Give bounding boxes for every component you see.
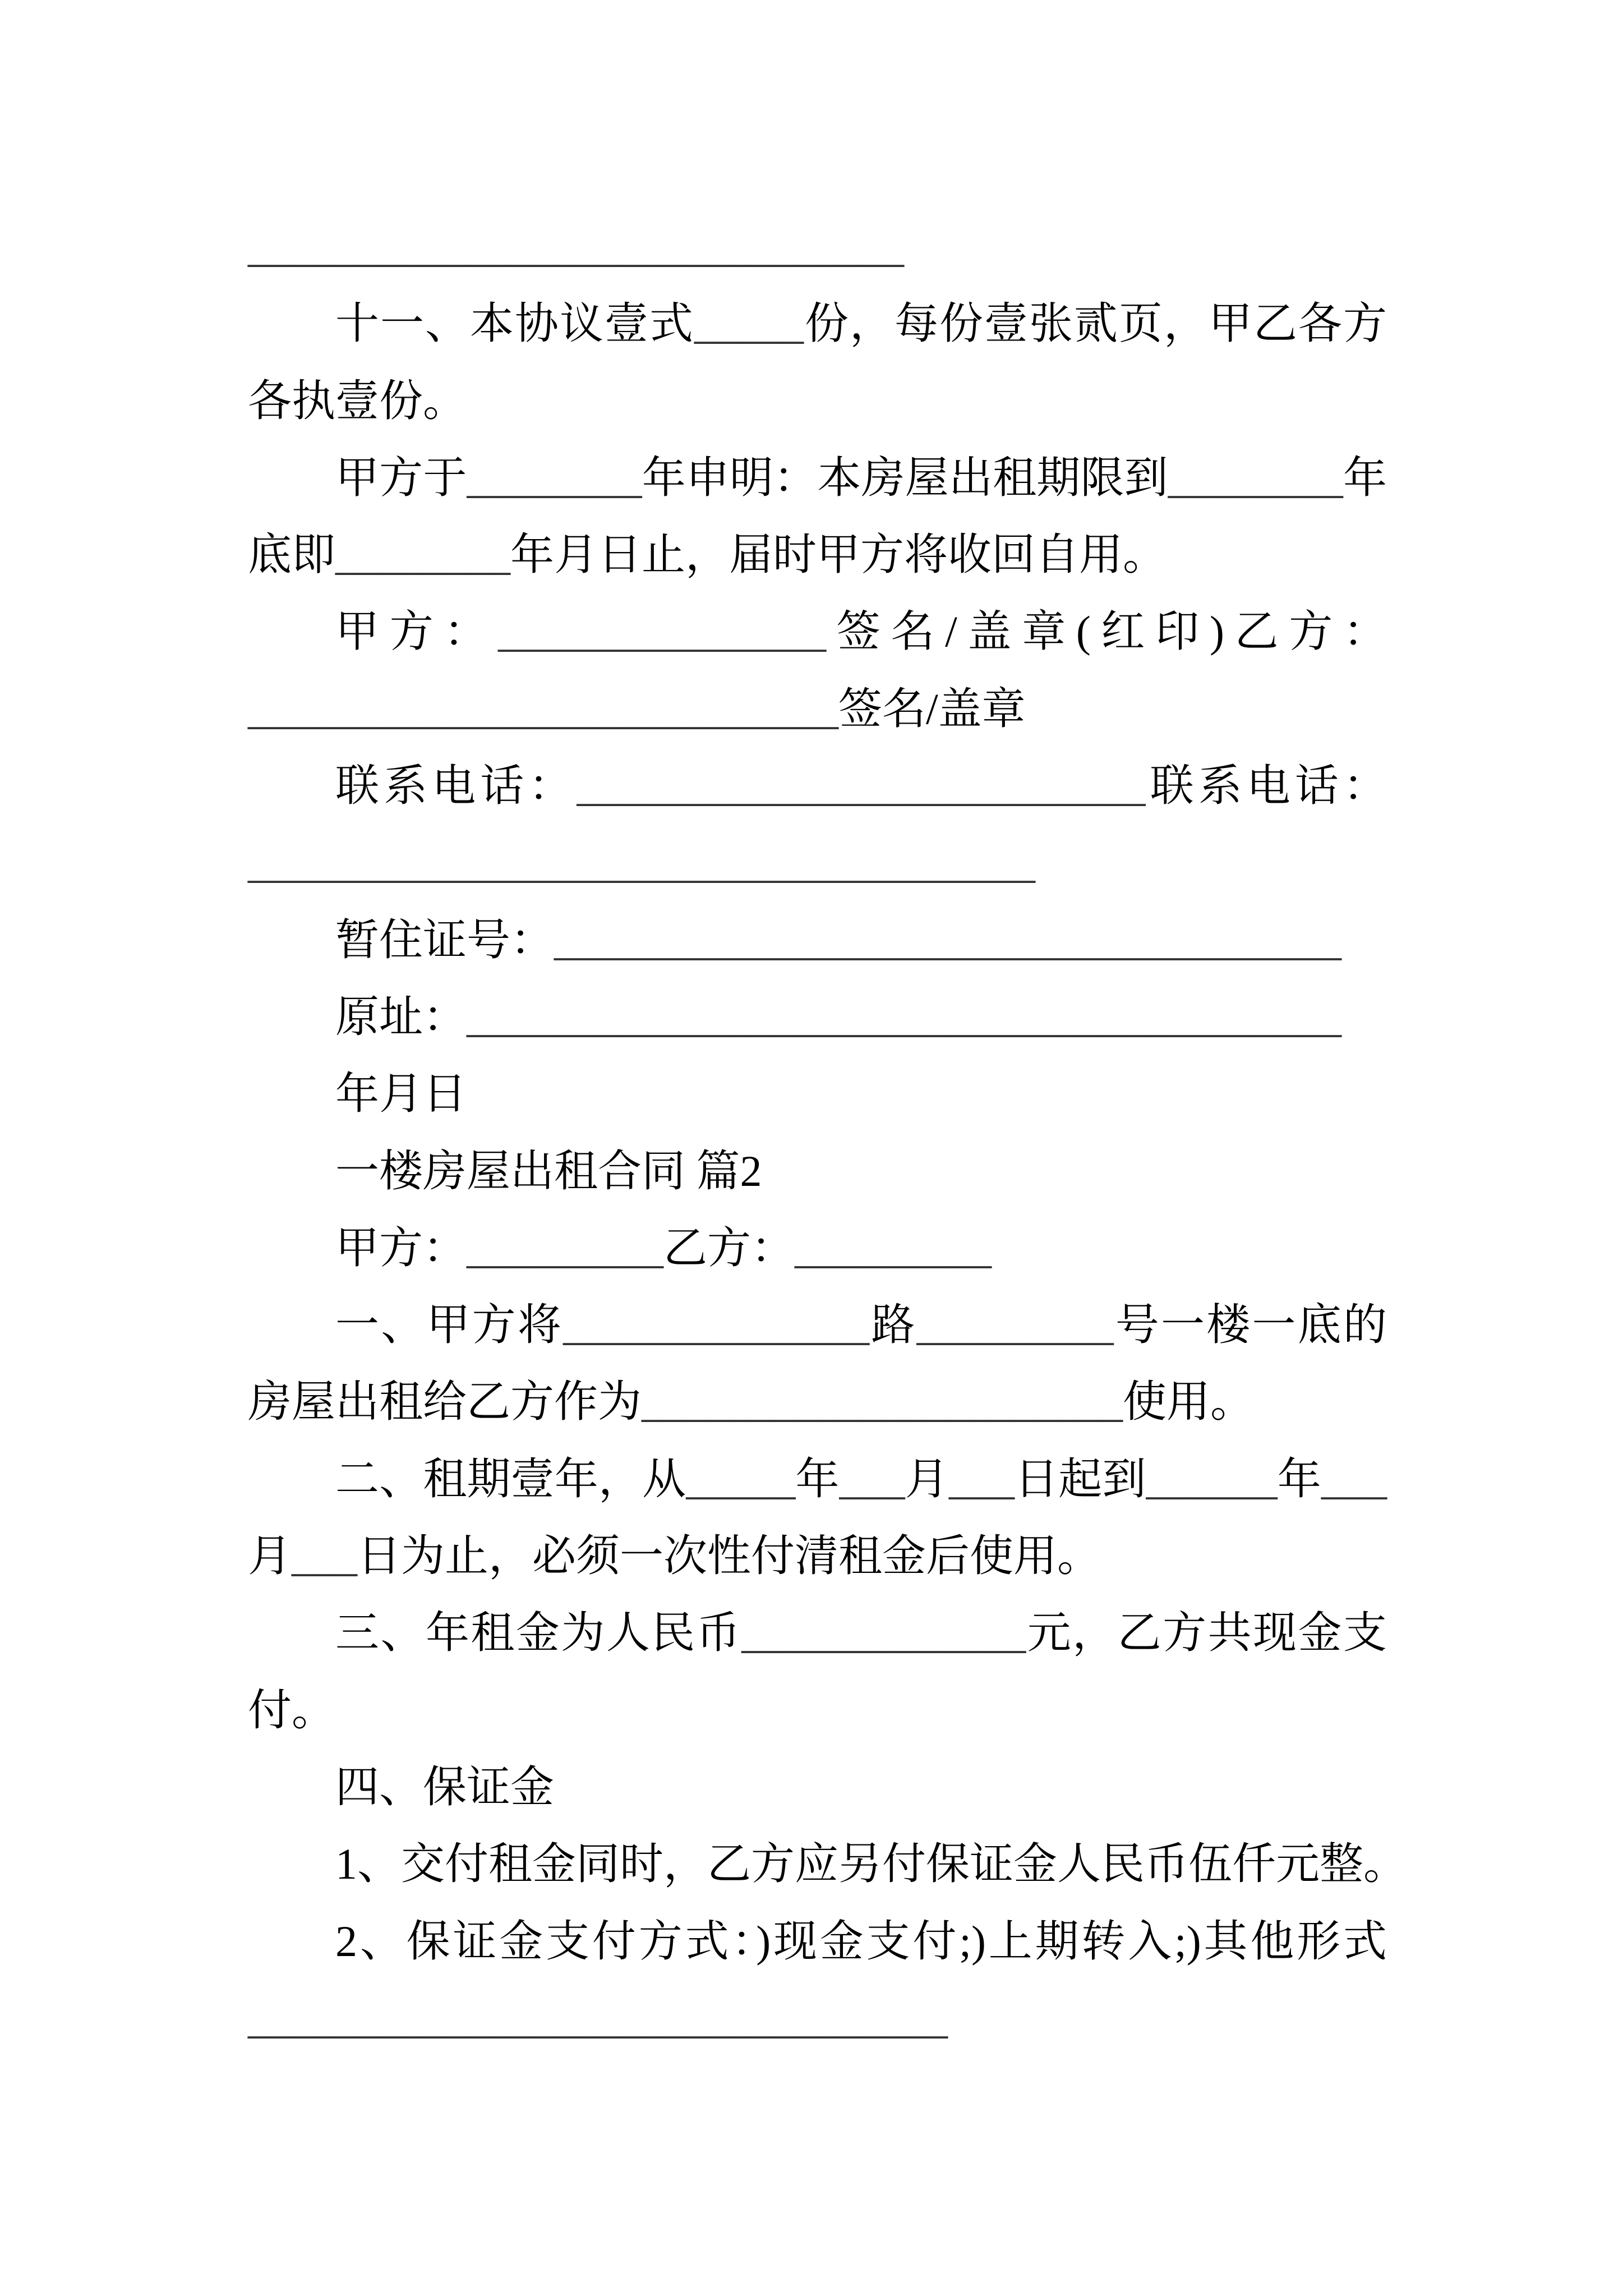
- document-body: [248, 208, 1408, 2056]
- fill-in-blank: ____________________________________: [554, 915, 1342, 964]
- fill-in-blank: ________________________________________: [467, 992, 1342, 1041]
- fill-in-blank: _____: [686, 1454, 796, 1503]
- clause-1-line-2: 房屋出租给乙方作为______________________使用。: [248, 1377, 1255, 1427]
- contract-2-clause-3: [248, 1594, 1387, 1749]
- signature-line-2: ___________________________签名/盖章: [248, 684, 1026, 733]
- continued-blank-line: [248, 208, 1387, 285]
- fill-in-blank: ________: [467, 453, 642, 502]
- fill-in-blank: ____________________________________: [248, 838, 1035, 887]
- fill-in-blank: ______________: [563, 1300, 870, 1350]
- contract-2-title: 一楼房屋出租合同 篇2: [335, 1146, 762, 1195]
- fill-in-blank: ___: [1321, 1454, 1387, 1503]
- lease-notice-line-2: 底即________年月日止，届时甲方将收回自用。: [248, 530, 1167, 579]
- clause-1-line-1: 一、甲方将______________路_________号一楼一底的: [335, 1300, 1387, 1350]
- clause-4-item-1: 1、交付租金同时，乙方应另付保证金人民币伍仟元整。: [335, 1839, 1408, 1889]
- signature-block: [248, 593, 1387, 747]
- clause-4-item-2-line-1: 2、保证金支付方式：)现金支付;)上期转入;)其他形式: [335, 1916, 1387, 1966]
- contract-2-clause-1: [248, 1286, 1387, 1441]
- fill-in-blank: _____________: [741, 1608, 1026, 1658]
- fill-in-blank: __________________________: [577, 761, 1146, 811]
- fill-in-blank: _________: [795, 1223, 992, 1272]
- original-address-field: 原址：________________________________________: [335, 992, 1342, 1041]
- fill-in-blank: ___: [839, 1454, 905, 1503]
- fill-in-blank: ________: [1168, 453, 1343, 502]
- fill-in-blank: _____: [694, 299, 804, 348]
- clause-2-line-2: 月___日为止，必须一次性付清租金后使用。: [248, 1531, 1101, 1581]
- temp-residence-permit-field: 暂住证号：____________________________________: [335, 915, 1342, 964]
- fill-in-blank: ________________________________: [248, 1993, 948, 2042]
- date-line: 年月日: [335, 1069, 467, 1119]
- clause-3-line-1: 三、年租金为人民币_____________元，乙方共现金支: [335, 1608, 1387, 1658]
- fill-in-blank: _________: [467, 1223, 664, 1272]
- fill-in-blank: _______________: [498, 607, 827, 656]
- phone-line-1: 联系电话：__________________________联系电话：: [335, 761, 1387, 811]
- lease-notice-line-1: 甲方于________年申明：本房屋出租期限到________年: [335, 453, 1387, 502]
- fill-in-blank: ___________________________: [248, 684, 838, 733]
- phone-line-2: [248, 824, 1387, 901]
- fill-in-blank: ______________________: [642, 1377, 1123, 1427]
- fill-in-blank: ______: [1146, 1454, 1278, 1503]
- signature-line-1: 甲方：_______________签名/盖章(红印)乙方：: [335, 607, 1387, 656]
- fill-in-blank: ______________________________: [248, 222, 904, 271]
- contract-2-clause-4: [248, 1749, 1408, 2056]
- clause-4-item-2-line-2: [248, 1980, 1387, 2056]
- fill-in-blank: ___: [292, 1531, 358, 1581]
- clause-11-line-1: 十一、本协议壹式_____份，每份壹张贰页，甲乙各方: [335, 299, 1387, 348]
- clause-11-line-2: 各执壹份。: [248, 376, 467, 425]
- lease-notice: [248, 439, 1387, 593]
- fill-in-blank: ___: [948, 1454, 1015, 1503]
- clause-4-heading: 四、保证金: [335, 1762, 555, 1811]
- clause-3-line-2: 付。: [248, 1685, 336, 1734]
- fill-in-blank: _________: [916, 1300, 1114, 1350]
- clause-11: [248, 285, 1387, 439]
- phone-block: [248, 747, 1387, 901]
- contract-2-clause-2: [248, 1441, 1387, 1595]
- contract-2: [248, 1133, 1408, 2057]
- clause-2-line-1: 二、租期壹年，从_____年___月___日起到______年___: [335, 1454, 1387, 1503]
- fill-in-blank: ________: [335, 530, 511, 579]
- contract-2-parties: 甲方：_________乙方：_________: [335, 1223, 992, 1272]
